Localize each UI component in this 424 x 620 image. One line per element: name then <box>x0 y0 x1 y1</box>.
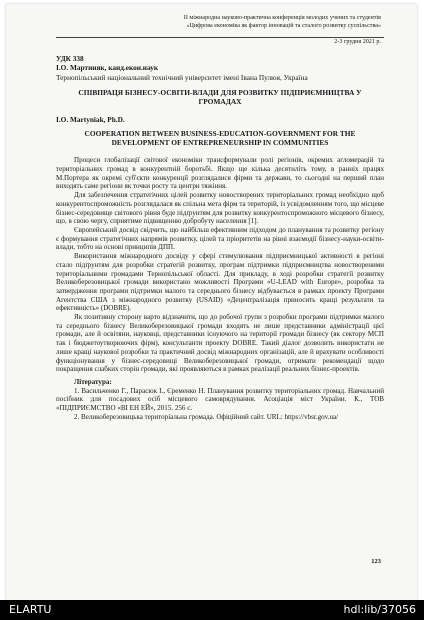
conference-date: 2-3 грудня 2021 р. <box>334 39 381 45</box>
title-ua: СПІВПРАЦЯ БІЗНЕСУ-ОСВІТИ-ВЛАДИ ДЛЯ РОЗВИТКУ ПІДПРИЄМНИЦТВА У ГРОМАДАХ <box>78 87 362 107</box>
affiliation: Тернопільський національний технічний університет імені Івана Пулюя, Україна <box>56 72 308 82</box>
title-en: COOPERATION BETWEEN BUSINESS-EDUCATION-GOVERNMENT FOR THE DEVELOPMENT OF ENTREPRENEURSHIP IN COMMUNITIES <box>84 128 356 148</box>
author-en: I.O. Martyniak, Ph.D. <box>56 115 125 125</box>
paragraph: Для забезпечення стратегічних цілей розвитку новостворених територіальних громад необхідно щоб конкурентоспроможність розглядалася як спільна мета фірм та територій, із усвідомленням того, що місцеве бізнес-середовище світового рівня буде підґрунтям для розвитку конкурентоспроможного місцевого бізнесу, що, в свою чергу, сприятиме підвищенню добробуту населення [1]. <box>56 191 384 226</box>
viewer-footer <box>0 600 424 620</box>
paragraph: Європейський досвід свідчить, що найбільш ефективним підходом до планування та розвитку регіону є формування стратегічних напрямів розвитку, цілей та пріоритетів на рівні взаємодії бізнесу-науки-освіти-влади, тобто на основі принципів ДПП. <box>56 226 384 252</box>
conference-line-1: ІІ міжнародна науково-практична конференція молодих учених та студентів <box>183 15 381 21</box>
paragraph: Використання міжнародного досвіду у сфері стимулювання підприємницької активності в регіоні стало підґрунтям для розробки стратегій розвитку, програм підтримки підприємництва новоствореними територіальними громадами Тернопільської області. Для прикладу, в ході розробки стратегії розвитку Великоберезовицької громади використано можливості Програми «U-LEAD with Europe», розробка та затвердження програми підтримки малого та середнього бізнесу відбувається в рамках проекту Програми Агентства США з міжнародного розвитку (USAID) «Децентралізація приносить кращі результати та ефективність» (DOBRE). <box>56 252 384 313</box>
reference-item: 2. Великоберезовицька територіальна громада. Офіційний сайт. URL: https://vbsr.gov.ua/ <box>74 412 339 421</box>
references-section <box>56 378 384 422</box>
udc-code: УДК 338 <box>56 54 84 63</box>
handle-label: hdl:lib/37056 <box>343 603 416 616</box>
conference-header <box>81 14 381 30</box>
conference-line-2: «Цифрова економіка як фактор інновацій та сталого розвитку суспільства» <box>186 23 381 29</box>
author-ua: І.О. Мартиняк, канд.екон.наук <box>56 63 159 73</box>
header-divider <box>56 37 384 38</box>
paragraph: Процеси глобалізації світової економіки трансформували ролі регіонів, окремих агломерацій та територіальних громад в конкурентній боротьбі. Якщо ще кілька десятиліть тому, в ранніх працях М.Портера як окремі суб'єкти конкуренції розглядалися фірми та держави, то сьогодні на перший план виходять саме регіони як точки росту та центри тяжіння. <box>56 156 384 191</box>
reference-item: 1. Васильченко Г., Парасюк І., Єременко Н. Планування розвитку територіальних громад. Навчальний посібник для посадових осіб місцевого самоврядування. Асоціація міст України. К., ТОВ «ПІДПРИЄМСТВО «ВІ ЕН ЕЙ», 2015. 256 с. <box>56 386 384 413</box>
article-body <box>56 156 384 374</box>
article <box>56 54 384 421</box>
page-number: 123 <box>371 558 381 565</box>
paragraph: Як позитивну сторону варто відзначити, що до робочої групи з розробки програми підтримки малого та середнього бізнесу Великоберезовицької громади входять не лише представники адміністрації цієї громади, але й освітяни, науковці, представники існуючого на території громади бізнесу (як сектору МСП так і бюджетоутворюючих фірм), консультанти проекту DOBRE. Такий діалог дозволить використати не лише кращі наукової розробки та практичний досвід міжнародних організацій, але й врахувати особливості функціонування у бізнес-середовищі Великоберезовицької громади, отримати рекомендації щодо покращення слабких сторін громади, які проявляються в рамках реалізації реальних бізнес-проектів. <box>56 313 384 374</box>
repository-label: ELARTU <box>9 603 52 616</box>
document-page <box>6 4 417 600</box>
references-heading: Література: <box>74 377 112 386</box>
